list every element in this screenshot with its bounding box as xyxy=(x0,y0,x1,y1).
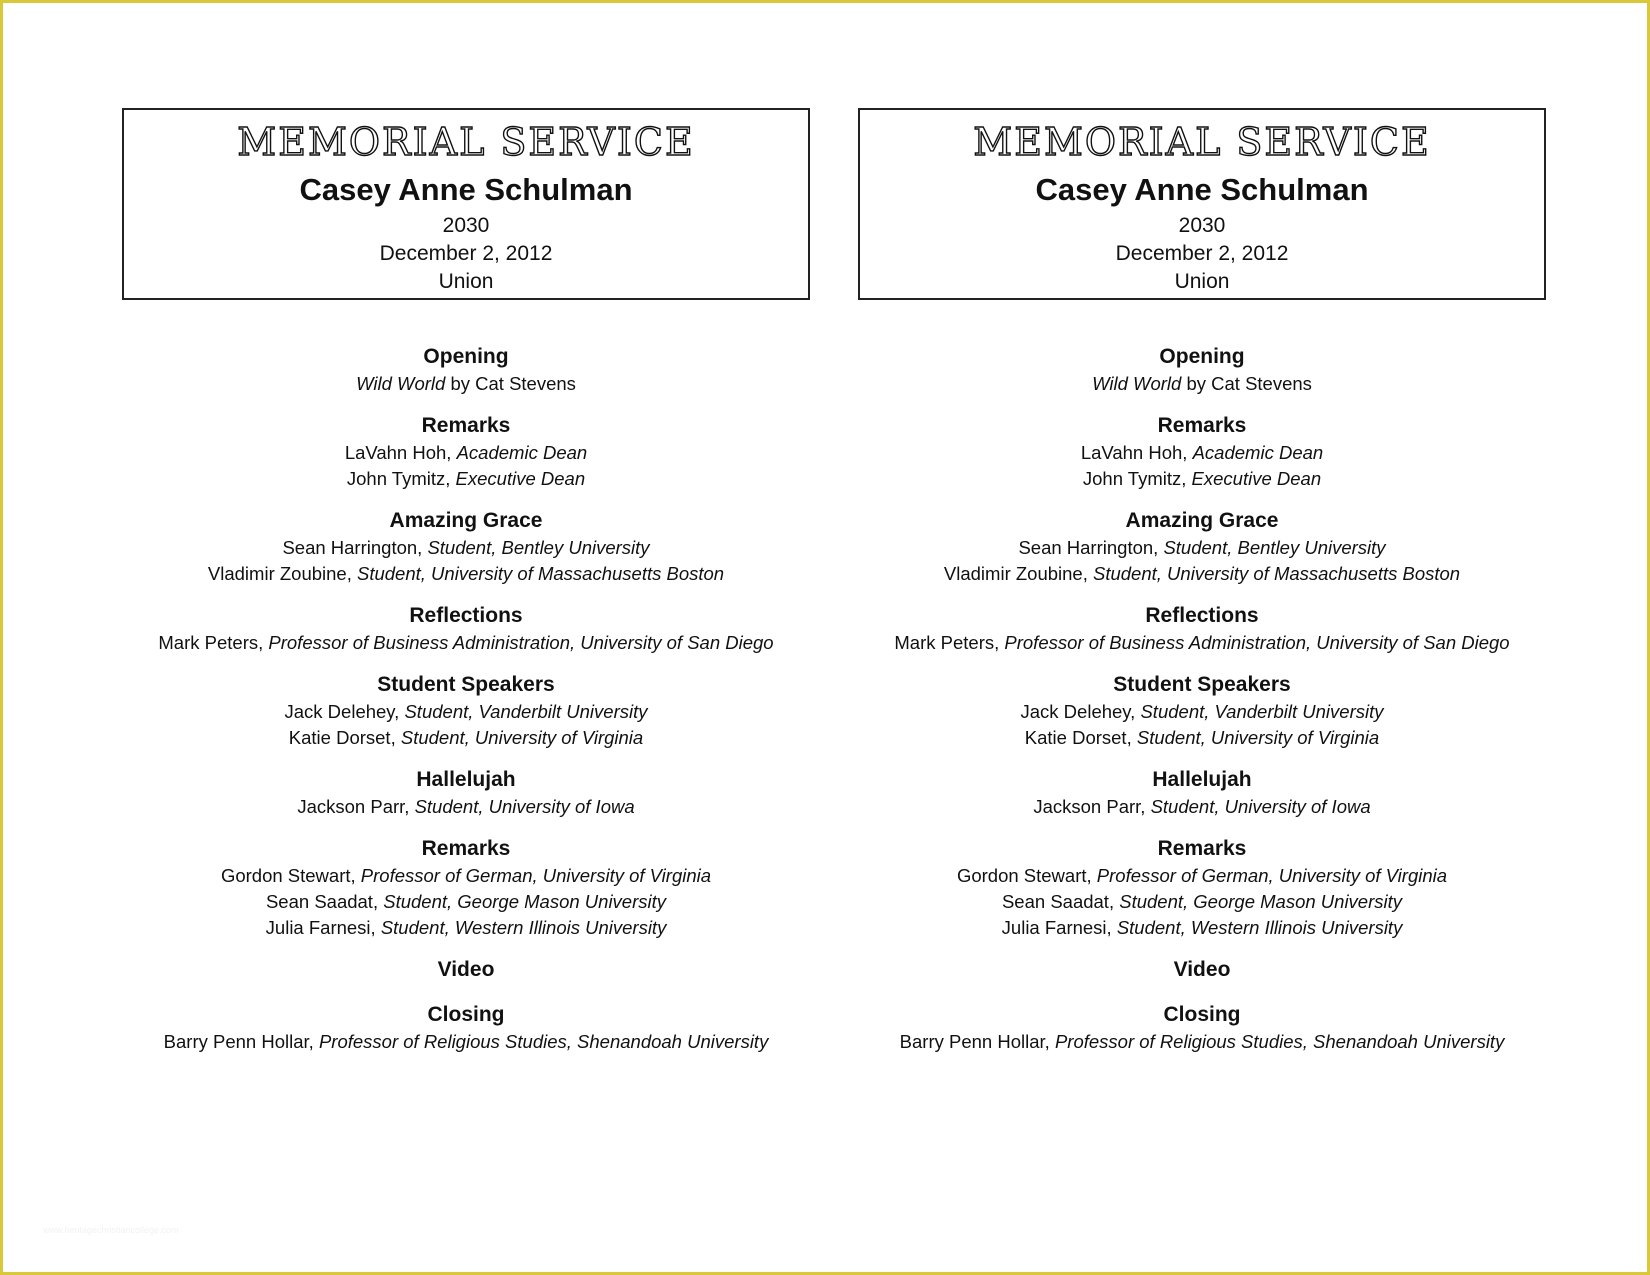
song-title: Wild World xyxy=(356,373,446,394)
segment-title: Amazing Grace xyxy=(1125,509,1279,532)
segment-line xyxy=(858,561,1546,587)
speaker-name: Sean Harrington, xyxy=(282,537,428,558)
segment-title: Hallelujah xyxy=(1152,768,1252,791)
header-box xyxy=(122,108,810,300)
order-of-service xyxy=(122,343,810,1055)
segment-hallelujah xyxy=(858,766,1546,820)
speaker-role: Student, University of Virginia xyxy=(1136,727,1380,748)
speaker-role: Student, University of Iowa xyxy=(1150,796,1371,817)
speaker-name: Vladimir Zoubine, xyxy=(943,563,1093,584)
segment-line xyxy=(858,699,1546,725)
speaker-name: Barry Penn Hollar, xyxy=(163,1031,319,1052)
segment-title: Student Speakers xyxy=(1113,673,1291,696)
speaker-role: Professor of Religious Studies, Shenandoah University xyxy=(1054,1031,1505,1052)
speaker-role: Executive Dean xyxy=(455,468,586,489)
segment-closing xyxy=(858,1001,1546,1055)
service-title: MEMORIAL SERVICE xyxy=(237,120,695,164)
segment-title: Video xyxy=(1173,958,1231,981)
song-title: Wild World xyxy=(1092,373,1182,394)
speaker-name: Katie Dorset, xyxy=(288,727,401,748)
speaker-name: Barry Penn Hollar, xyxy=(899,1031,1055,1052)
speaker-role: Student, University of Massachusetts Boston xyxy=(1093,563,1461,584)
service-title: MEMORIAL SERVICE xyxy=(973,120,1431,164)
speaker-role: Student, Bentley University xyxy=(1163,537,1386,558)
segment-title: Closing xyxy=(1163,1003,1241,1026)
segment-remarks-2 xyxy=(122,835,810,941)
speaker-role: Professor of Business Administration, University of San Diego xyxy=(1004,632,1510,653)
speaker-name: Julia Farnesi, xyxy=(1001,917,1117,938)
segment-line xyxy=(122,371,810,397)
speaker-name: Katie Dorset, xyxy=(1024,727,1137,748)
segment-line xyxy=(858,915,1546,941)
segment-title: Closing xyxy=(427,1003,505,1026)
segment-line xyxy=(122,440,810,466)
speaker-role: Student, Western Illinois University xyxy=(380,917,667,938)
header-year: 2030 xyxy=(442,214,490,237)
speaker-name: Sean Saadat, xyxy=(265,891,384,912)
segment-line xyxy=(858,371,1546,397)
program-left xyxy=(122,108,810,1070)
header-box xyxy=(858,108,1546,300)
segment-line xyxy=(858,630,1546,656)
speaker-name: Jack Delehey, xyxy=(1020,701,1141,722)
segment-line xyxy=(122,535,810,561)
speaker-name: Sean Saadat, xyxy=(1001,891,1120,912)
segment-line xyxy=(122,561,810,587)
segment-line xyxy=(858,725,1546,751)
segment-title: Reflections xyxy=(409,604,523,627)
segment-line xyxy=(858,466,1546,492)
speaker-name: Jackson Parr, xyxy=(297,796,415,817)
segment-title: Remarks xyxy=(1157,837,1247,860)
segment-video xyxy=(122,956,810,984)
speaker-role: Professor of German, University of Virginia xyxy=(360,865,712,886)
speaker-name: Jackson Parr, xyxy=(1033,796,1151,817)
segment-line xyxy=(858,535,1546,561)
segment-line xyxy=(122,630,810,656)
segment-line xyxy=(858,889,1546,915)
speaker-role: Executive Dean xyxy=(1191,468,1322,489)
order-of-service xyxy=(858,343,1546,1055)
segment-remarks xyxy=(858,412,1546,492)
segment-closing xyxy=(122,1001,810,1055)
segment-opening xyxy=(122,343,810,397)
speaker-name: Jack Delehey, xyxy=(284,701,405,722)
speaker-name: Vladimir Zoubine, xyxy=(207,563,357,584)
header-place: Union xyxy=(438,270,494,293)
segment-title: Remarks xyxy=(421,837,511,860)
header-date: December 2, 2012 xyxy=(379,242,553,265)
speaker-role: Student, University of Virginia xyxy=(400,727,644,748)
segment-line xyxy=(858,1029,1546,1055)
segment-reflections xyxy=(858,602,1546,656)
segment-amazing-grace xyxy=(122,507,810,587)
segment-line xyxy=(122,699,810,725)
segment-line xyxy=(858,863,1546,889)
segment-line xyxy=(122,1029,810,1055)
deceased-name: Casey Anne Schulman xyxy=(299,172,633,207)
speaker-role: Student, University of Iowa xyxy=(414,796,635,817)
segment-line xyxy=(858,794,1546,820)
header-place: Union xyxy=(1174,270,1230,293)
speaker-role: Student, Western Illinois University xyxy=(1116,917,1403,938)
segment-video xyxy=(858,956,1546,984)
speaker-name: LaVahn Hoh, xyxy=(344,442,457,463)
segment-line xyxy=(858,440,1546,466)
segment-remarks xyxy=(122,412,810,492)
song-artist: by Cat Stevens xyxy=(1181,373,1312,394)
speaker-role: Professor of Business Administration, University of San Diego xyxy=(268,632,774,653)
speaker-role: Student, Vanderbilt University xyxy=(404,701,648,722)
segment-line xyxy=(122,889,810,915)
speaker-name: John Tymitz, xyxy=(346,468,456,489)
segment-reflections xyxy=(122,602,810,656)
speaker-name: Gordon Stewart, xyxy=(220,865,361,886)
speaker-role: Professor of Religious Studies, Shenandoah University xyxy=(318,1031,769,1052)
segment-title: Hallelujah xyxy=(416,768,516,791)
segment-title: Video xyxy=(437,958,495,981)
segment-line xyxy=(122,915,810,941)
segment-title: Opening xyxy=(1159,345,1245,368)
segment-title: Student Speakers xyxy=(377,673,555,696)
speaker-name: Gordon Stewart, xyxy=(956,865,1097,886)
speaker-name: John Tymitz, xyxy=(1082,468,1192,489)
header-date: December 2, 2012 xyxy=(1115,242,1289,265)
segment-line xyxy=(122,725,810,751)
segment-student-speakers xyxy=(858,671,1546,751)
segment-line xyxy=(122,466,810,492)
speaker-role: Academic Dean xyxy=(456,442,588,463)
segment-title: Reflections xyxy=(1145,604,1259,627)
speaker-role: Student, Vanderbilt University xyxy=(1140,701,1384,722)
song-artist: by Cat Stevens xyxy=(445,373,576,394)
watermark: www.heritagechristiancollege.com xyxy=(43,1225,179,1235)
segment-title: Opening xyxy=(423,345,509,368)
segment-line xyxy=(122,794,810,820)
segment-title: Remarks xyxy=(1157,414,1247,437)
deceased-name: Casey Anne Schulman xyxy=(1035,172,1369,207)
speaker-role: Student, University of Massachusetts Boston xyxy=(357,563,725,584)
segment-student-speakers xyxy=(122,671,810,751)
speaker-role: Student, George Mason University xyxy=(383,891,667,912)
header-year: 2030 xyxy=(1178,214,1226,237)
speaker-role: Student, George Mason University xyxy=(1119,891,1403,912)
speaker-role: Academic Dean xyxy=(1192,442,1324,463)
speaker-role: Professor of German, University of Virginia xyxy=(1096,865,1448,886)
segment-remarks-2 xyxy=(858,835,1546,941)
speaker-name: Mark Peters, xyxy=(894,632,1005,653)
speaker-name: Sean Harrington, xyxy=(1018,537,1164,558)
speaker-name: Julia Farnesi, xyxy=(265,917,381,938)
segment-title: Remarks xyxy=(421,414,511,437)
segment-amazing-grace xyxy=(858,507,1546,587)
segment-line xyxy=(122,863,810,889)
program-right xyxy=(858,108,1546,1070)
speaker-name: LaVahn Hoh, xyxy=(1080,442,1193,463)
segment-hallelujah xyxy=(122,766,810,820)
segment-opening xyxy=(858,343,1546,397)
speaker-name: Mark Peters, xyxy=(158,632,269,653)
segment-title: Amazing Grace xyxy=(389,509,543,532)
speaker-role: Student, Bentley University xyxy=(427,537,650,558)
